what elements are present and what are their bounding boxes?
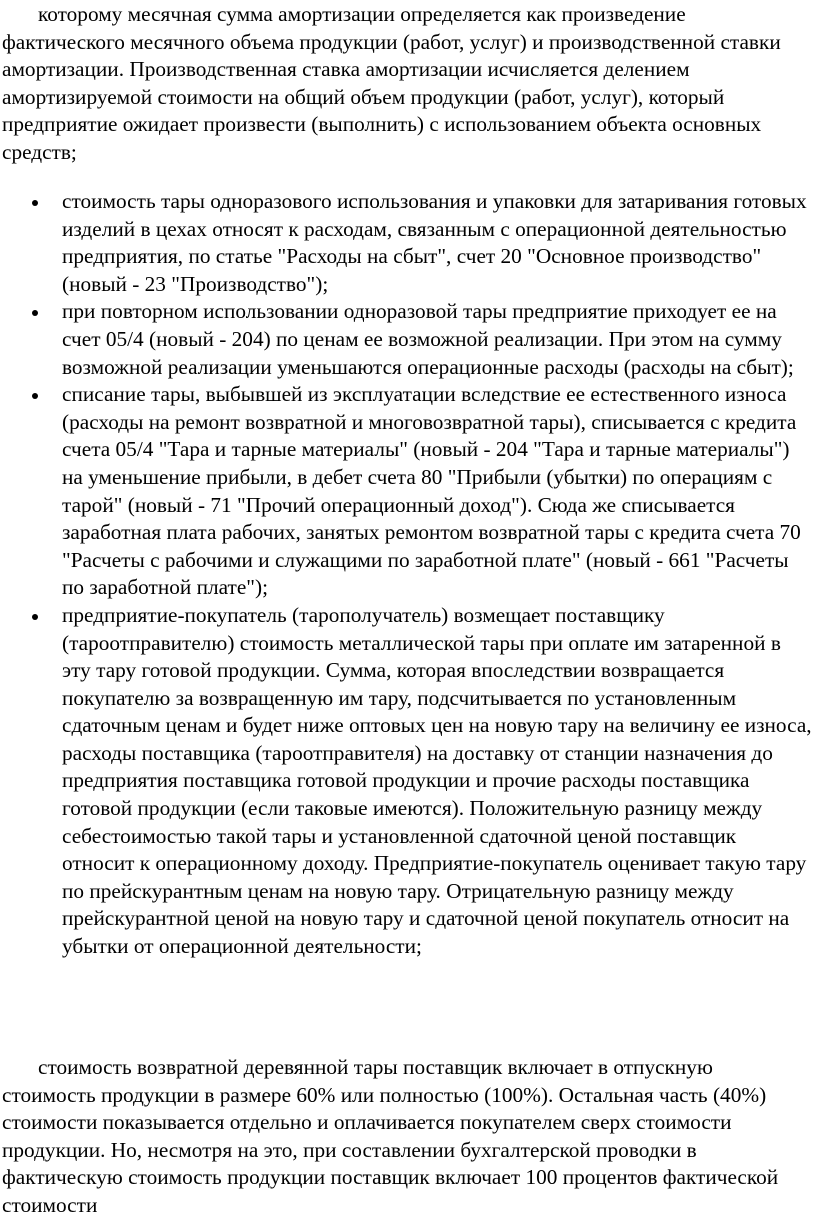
intro-paragraph: которому месячная сумма амортизации определяется как произведение фактического месячного объема продукции (работ, услуг) и производственной ставки амортизации. Производственная ставка амортизации исчисляется делением амортизируемой стоимости на общий объем продукции (работ, услуг), который предприятие ожидает произвести (выполнить) с использованием объекта основных средств; — [2, 2, 781, 164]
closing-paragraph: стоимость возвратной деревянной тары поставщик включает в отпускную стоимость продукции в размере 60% или полностью (100%). Остальная часть (40%) стоимости показывается отдельно и оплачивается покупателем сверх стоимости продукции. Но, несмотря на это, при составлении бухгалтерской проводки в фактическую стоимость продукции поставщик включает 100 процентов фактической стоимости — [2, 1055, 779, 1217]
bullet-item-metal-packaging: предприятие-покупатель (тарополучатель) возмещает поставщику (тароотправителю) стоимость металлической тары при оплате им затаренной в эту тару готовой продукции. Сумма, которая впоследствии возвращается покупателю за возвращенную им тару, подсчитывается по установленным сдаточным ценам и будет ниже оптовых цен на новую тару на величину ее износа, расходы поставщика (тароотправителя) на доставку от станции назначения до предприятия поставщика готовой продукции и прочие расходы поставщика готовой продукции (если таковые имеются). Положительную разницу между себестоимостью такой тары и установленной сдаточной ценой поставщик относит к операционному доходу. Предприятие-покупатель оценивает такую тару по прейскурантным ценам на новую тару. Отрицательную разницу между прейскурантной ценой на новую тару и сдаточной ценой покупатель относит на убытки от операционной деятельности; — [0, 602, 816, 961]
bullet-item-disposable-packaging: стоимость тары одноразового использования и упаковки для затаривания готовых изделий в цехах относят к расходам, связанным с операционной деятельностью предприятия, по статье "Расходы на сбыт", счет 20 "Основное производство" (новый - 23 "Производство"); — [0, 188, 816, 298]
bullet-item-packaging-writeoff: списание тары, выбывшей из эксплуатации вследствие ее естественного износа (расходы на ремонт возвратной и многовозвратной тары), списывается с кредита счета 05/4 "Тара и тарные материалы" (новый - 204 "Тара и тарные материалы") на уменьшение прибыли, в дебет счета 80 "Прибыли (убытки) по операциям с тарой" (новый - 71 "Прочий операционный доход"). Сюда же списывается заработная плата рабочих, занятых ремонтом возвратной тары с кредита счета 70 "Расчеты с рабочими и служащими по заработной плате" (новый - 661 "Расчеты по заработной плате"); — [0, 381, 816, 602]
bullet-item-reused-packaging: при повторном использовании одноразовой тары предприятие приходует ее на счет 05/4 (новый - 204) по ценам ее возможной реализации. При этом на сумму возможной реализации уменьшаются операционные расходы (расходы на сбыт); — [0, 298, 816, 381]
bullet-list — [0, 188, 816, 961]
